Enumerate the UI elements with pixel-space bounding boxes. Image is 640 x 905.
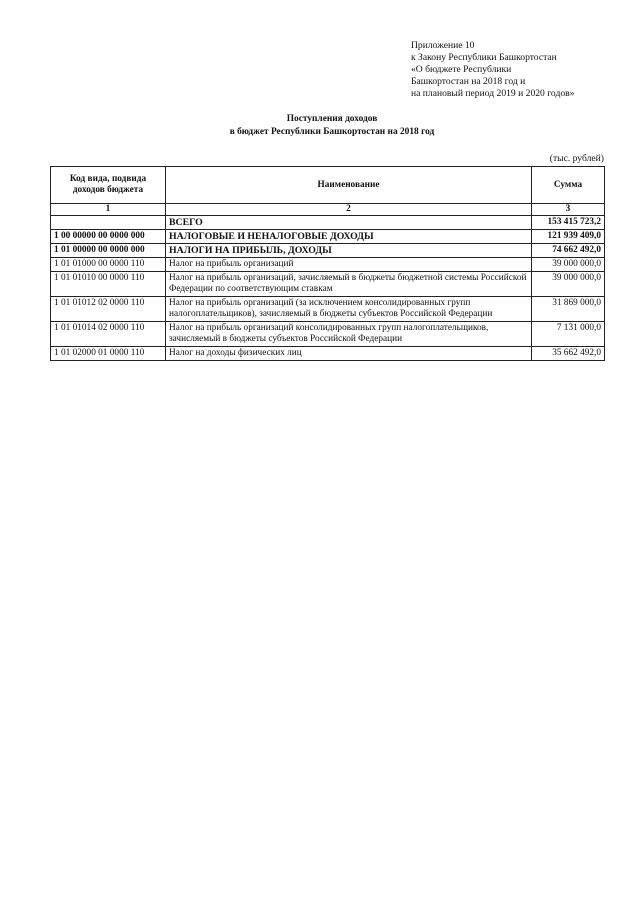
table-row [51,216,605,230]
row-code: 1 00 00000 00 0000 000 [51,230,166,244]
appendix-line: Башкортостан на 2018 год и [411,76,526,87]
appendix-block [411,40,636,100]
row-code: 1 01 00000 00 0000 000 [51,244,166,258]
units-label: (тыс. рублей) [549,153,604,164]
row-code: 1 01 01012 02 0000 110 [51,297,166,322]
row-name: ВСЕГО [166,216,532,230]
table-row [51,322,605,347]
row-amount: 7 131 000,0 [532,322,605,347]
table-row [51,244,605,258]
header-code: Код вида, подвида доходов бюджета [51,167,166,204]
row-name: Налог на прибыль организаций [166,258,532,272]
row-code: 1 01 01000 00 0000 110 [51,258,166,272]
table-row [51,297,605,322]
row-amount: 35 662 492,0 [532,347,605,361]
row-code: 1 01 02000 01 0000 110 [51,347,166,361]
row-name: НАЛОГИ НА ПРИБЫЛЬ, ДОХОДЫ [166,244,532,258]
header-row [51,167,605,204]
row-amount: 39 000 000,0 [532,272,605,297]
row-name: Налог на прибыль организаций, зачисляемый в бюджеты бюджетной системы Российской Федерации по соответствующим ставкам [166,272,532,297]
row-name: Налог на прибыль организаций консолидированных групп налогоплательщиков, зачисляемый в бюджеты субъектов Российской Федерации [166,322,532,347]
revenue-table [50,166,605,361]
row-amount: 31 869 000,0 [532,297,605,322]
row-code: 1 01 01010 00 0000 110 [51,272,166,297]
row-amount: 39 000 000,0 [532,258,605,272]
header-name: Наименование [166,167,532,204]
row-code [51,216,166,230]
table-row [51,230,605,244]
document-title [60,113,604,138]
table-row [51,272,605,297]
title-line-2: в бюджет Республики Башкортостан на 2018 год [229,126,435,137]
header-amount: Сумма [532,167,605,204]
appendix-line: Приложение 10 [411,40,475,51]
column-number: 1 [51,204,166,216]
row-code: 1 01 01014 02 0000 110 [51,322,166,347]
table-row [51,347,605,361]
appendix-line: на плановый период 2019 и 2020 годов» [411,88,575,99]
title-line-1: Поступления доходов [286,114,378,124]
row-amount: 153 415 723,2 [532,216,605,230]
row-name: Налог на доходы физических лиц [166,347,532,361]
row-name: НАЛОГОВЫЕ И НЕНАЛОГОВЫЕ ДОХОДЫ [166,230,532,244]
row-amount: 74 662 492,0 [532,244,605,258]
row-name: Налог на прибыль организаций (за исключением консолидированных групп налогоплательщиков), зачисляемый в бюджеты субъектов Российской Федерации [166,297,532,322]
appendix-line: «О бюджете Республики [411,64,512,75]
column-number: 3 [532,204,605,216]
table-row [51,258,605,272]
row-amount: 121 939 409,0 [532,230,605,244]
column-number: 2 [166,204,532,216]
appendix-line: к Закону Республики Башкортостан [411,52,557,63]
column-number-row [51,204,605,216]
